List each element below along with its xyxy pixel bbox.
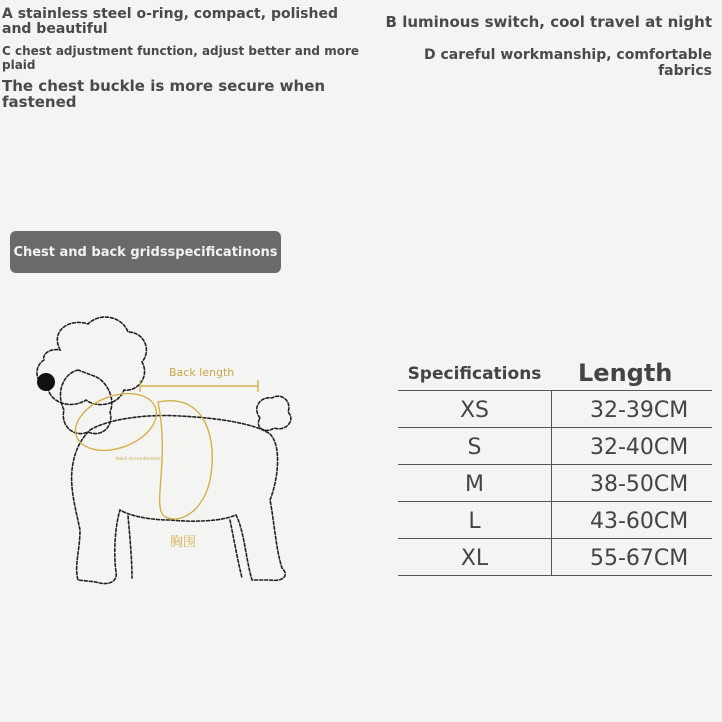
length-cell: 38-50CM (590, 472, 689, 497)
feature-c: C chest adjustment function, adjust better and more plaid (2, 44, 359, 72)
table-row (398, 391, 712, 428)
dog-nose-shape (37, 373, 55, 391)
feature-a: A stainless steel o-ring, compact, polished and beautiful (2, 6, 338, 37)
dog-measurement-diagram (20, 310, 330, 600)
spec-banner-label: Chest and back gridsspecificatinons (13, 244, 278, 260)
neck-label: Neck circumference (116, 457, 161, 462)
size-cell: XS (398, 391, 552, 427)
size-cell: L (398, 502, 552, 538)
length-cell: 32-39CM (590, 398, 689, 423)
table-row (398, 502, 712, 539)
spec-table-header (398, 352, 712, 391)
table-row (398, 428, 712, 465)
spec-banner (10, 231, 281, 273)
feature-d: D careful workmanship, comfortable fabrics (423, 47, 712, 79)
poodle-illustration (20, 310, 330, 600)
back-length-label: Back length (169, 366, 235, 379)
length-cell: 32-40CM (590, 435, 689, 460)
spec-table (398, 352, 712, 576)
back-length-marker (68, 380, 258, 519)
table-row (398, 539, 712, 576)
feature-b: B luminous switch, cool travel at night (385, 13, 712, 31)
size-cell: XL (398, 539, 552, 575)
size-cell: M (398, 465, 552, 501)
chest-label: 胸围 (170, 535, 197, 550)
length-cell: 43-60CM (590, 509, 689, 534)
header-length: Length (578, 359, 673, 387)
header-specifications: Specifications (407, 364, 542, 384)
length-cell: 55-67CM (590, 546, 689, 571)
feature-e: The chest buckle is more secure when fastened (2, 77, 326, 111)
poodle-outline (37, 317, 291, 584)
size-cell: S (398, 428, 552, 464)
table-row (398, 465, 712, 502)
